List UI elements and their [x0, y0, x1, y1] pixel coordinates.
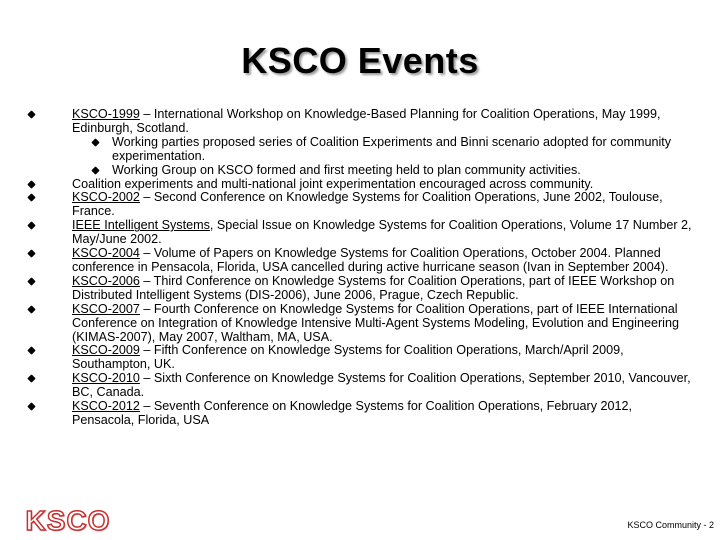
list-item	[28, 400, 696, 428]
event-link[interactable]: KSCO-2004	[72, 246, 140, 261]
diamond-bullet-icon	[27, 375, 35, 383]
diamond-bullet-icon	[27, 347, 35, 355]
event-text: – Second Conference on Knowledge Systems for Coalition Operations, June 2002, Toulouse, France.	[72, 190, 663, 219]
diamond-bullet-icon	[27, 194, 35, 202]
event-text: – Volume of Papers on Knowledge Systems for Coalition Operations, October 2004. Planned conference in Pensacola, Florida, USA cancelled during active hurricane season (Ivan in September 2004).	[72, 246, 669, 274]
sub-list	[72, 136, 696, 178]
diamond-bullet-icon	[91, 138, 99, 146]
footer-text: KSCO Community - 2	[627, 520, 714, 530]
diamond-bullet-icon	[27, 222, 35, 230]
event-link[interactable]: KSCO-2010	[72, 371, 140, 386]
ksco-logo: KSCO	[25, 505, 111, 536]
diamond-bullet-icon	[27, 277, 35, 285]
event-link[interactable]: IEEE Intelligent Systems	[72, 218, 210, 233]
list-item	[28, 275, 696, 303]
diamond-bullet-icon	[27, 402, 35, 410]
event-link[interactable]: KSCO-2006	[72, 273, 140, 288]
event-link[interactable]: KSCO-2007	[72, 301, 140, 316]
event-link[interactable]: KSCO-1999	[72, 107, 140, 121]
diamond-bullet-icon	[91, 166, 99, 174]
sub-list-item	[72, 164, 696, 178]
list-item	[28, 344, 696, 372]
sub-list-item	[72, 136, 696, 164]
list-item	[28, 303, 696, 345]
event-link[interactable]: KSCO-2012	[72, 399, 140, 414]
event-text: Coalition experiments and multi-national joint experimentation encouraged across community.	[72, 176, 594, 191]
diamond-bullet-icon	[27, 305, 35, 313]
list-item	[28, 247, 696, 275]
list-item	[28, 108, 696, 178]
list-item	[28, 178, 696, 192]
events-list	[28, 108, 696, 428]
event-text: – Seventh Conference on Knowledge Systems for Coalition Operations, February 2012, Pensacola, Florida, USA	[72, 399, 633, 427]
event-text: – Fourth Conference on Knowledge Systems for Coalition Operations, part of IEEE International Conference on Integration of Knowledge Intensive Multi-Agent Systems Modeling, Evolution and Engineering (KIMAS-2007), May 2007, Waltham, MA, USA.	[72, 301, 679, 344]
sub-item-text: Working parties proposed series of Coalition Experiments and Binni scenario adopted for community experimentation.	[112, 134, 672, 163]
list-item	[28, 219, 696, 247]
slide-title: KSCO Events	[241, 40, 479, 81]
event-text: – Third Conference on Knowledge Systems for Coalition Operations, part of IEEE Workshop on Distributed Intelligent Systems (DIS-2006), June 2006, Prague, Czech Republic.	[72, 273, 675, 302]
list-item	[28, 191, 696, 219]
diamond-bullet-icon	[27, 249, 35, 257]
event-text: – Fifth Conference on Knowledge Systems for Coalition Operations, March/April 2009, Southampton, UK.	[72, 343, 624, 372]
diamond-bullet-icon	[27, 180, 35, 188]
event-text: – International Workshop on Knowledge-Based Planning for Coalition Operations, May 1999, Edinburgh, Scotland.	[72, 107, 661, 135]
event-link[interactable]: KSCO-2009	[72, 343, 140, 358]
event-text: , Special Issue on Knowledge Systems for Coalition Operations, Volume 17 Number 2, May/June 2002.	[72, 218, 692, 247]
event-text: – Sixth Conference on Knowledge Systems for Coalition Operations, September 2010, Vancouver, BC, Canada.	[72, 371, 691, 400]
sub-item-text: Working Group on KSCO formed and first meeting held to plan community activities.	[112, 162, 581, 177]
diamond-bullet-icon	[27, 110, 35, 118]
event-link[interactable]: KSCO-2002	[72, 190, 140, 205]
list-item	[28, 372, 696, 400]
